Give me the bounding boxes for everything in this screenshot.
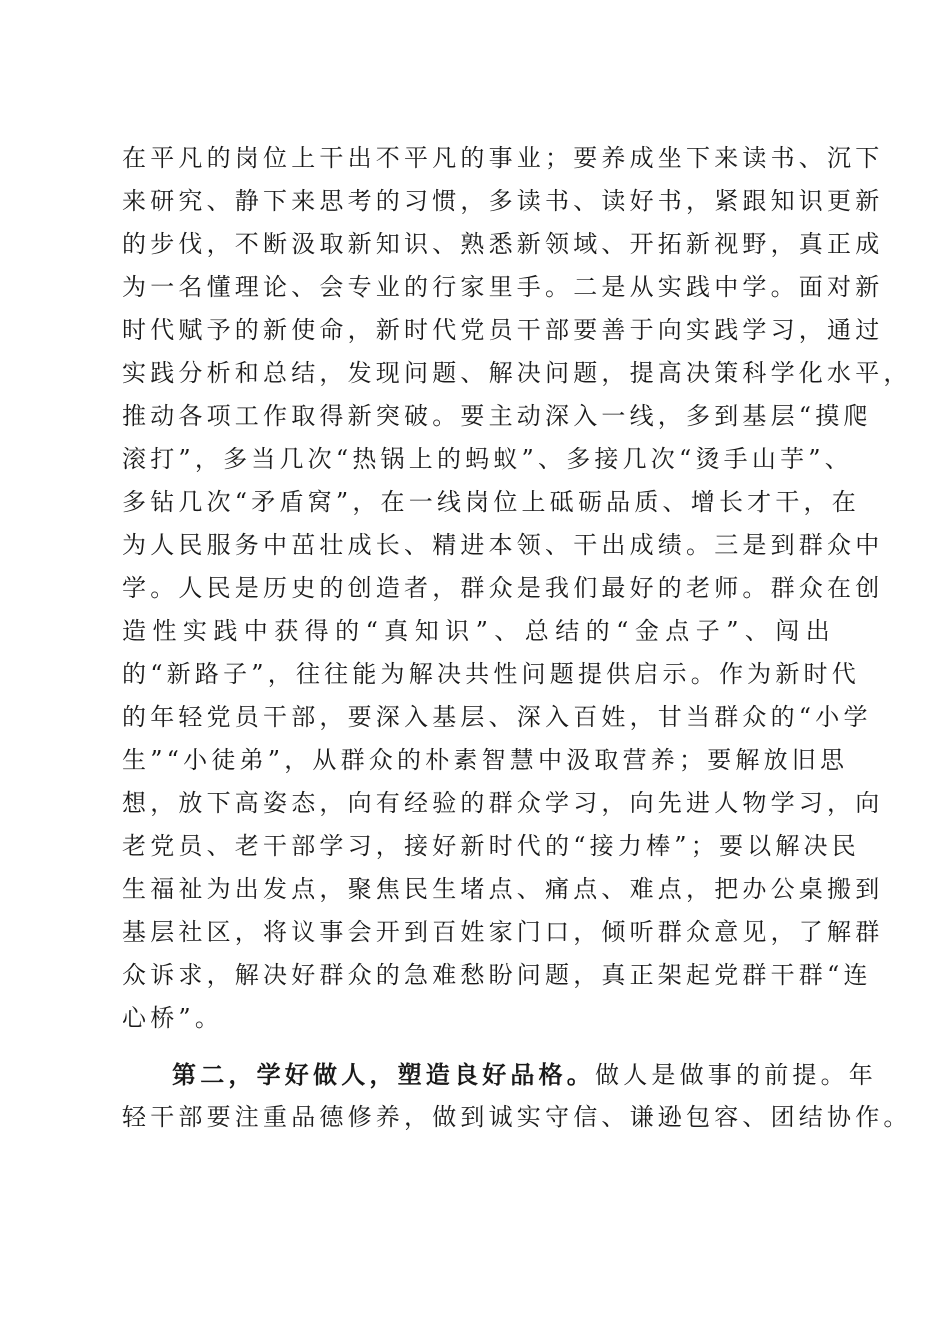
text-line: 心桥”。 (122, 1004, 224, 1032)
document-page (122, 137, 912, 1139)
text-line: 学。人民是历史的创造者，群众是我们最好的老师。群众在创 (122, 574, 884, 602)
text-line: 造性实践中获得的“真知识”、总结的“金点子”、闯出 (122, 617, 834, 645)
text-fragment: 做人是做事的前提。年 (595, 1061, 877, 1089)
text-line: 生福祉为出发点，聚焦民生堵点、痛点、难点，把办公桌搬到 (122, 875, 884, 903)
text-line: 的步伐，不断汲取新知识、熟悉新领域、开拓新视野，真正成 (122, 230, 884, 258)
text-line: 基层社区，将议事会开到百姓家门口，倾听群众意见，了解群 (122, 918, 884, 946)
text-line: 轻干部要注重品德修养，做到诚实守信、谦逊包容、团结协作。 (122, 1103, 912, 1131)
text-line: 多钻几次“矛盾窝”，在一线岗位上砥砺品质、增长才干，在 (122, 488, 860, 516)
text-line: 生”“小徒弟”，从群众的朴素智慧中汲取营养；要解放旧思 (122, 746, 849, 774)
text-line: 为一名懂理论、会专业的行家里手。二是从实践中学。面对新 (122, 273, 884, 301)
text-line: 推动各项工作取得新突破。要主动深入一线，多到基层“摸爬 (122, 402, 872, 430)
text-line: 来研究、静下来思考的习惯，多读书、读好书，紧跟知识更新 (122, 187, 884, 215)
text-line: 众诉求，解决好群众的急难愁盼问题，真正架起党群干群“连 (122, 961, 872, 989)
text-line: 想，放下高姿态，向有经验的群众学习，向先进人物学习，向 (122, 789, 884, 817)
text-line: 老党员、老干部学习，接好新时代的“接力棒”；要以解决民 (122, 832, 860, 860)
text-line: 滚打”，多当几次“热锅上的蚂蚁”、多接几次“烫手山芋”、 (122, 445, 853, 473)
paragraph-1 (122, 137, 912, 1040)
text-line: 时代赋予的新使命，新时代党员干部要善于向实践学习，通过 (122, 316, 884, 344)
text-line: 在平凡的岗位上干出不平凡的事业；要养成坐下来读书、沉下 (122, 144, 884, 172)
text-line: 为人民服务中茁壮成长、精进本领、干出成绩。三是到群众中 (122, 531, 884, 559)
text-line: 的“新路子”，往往能为解决共性问题提供启示。作为新时代 (122, 660, 860, 688)
section-heading: 第二，学好做人，塑造良好品格。 (172, 1060, 595, 1089)
paragraph-2-first-line (122, 1053, 877, 1096)
text-line: 实践分析和总结，发现问题、解决问题，提高决策科学化水平， (122, 359, 912, 387)
text-line: 的年轻党员干部，要深入基层、深入百姓，甘当群众的“小学 (122, 703, 872, 731)
paragraph-2 (122, 1053, 912, 1139)
